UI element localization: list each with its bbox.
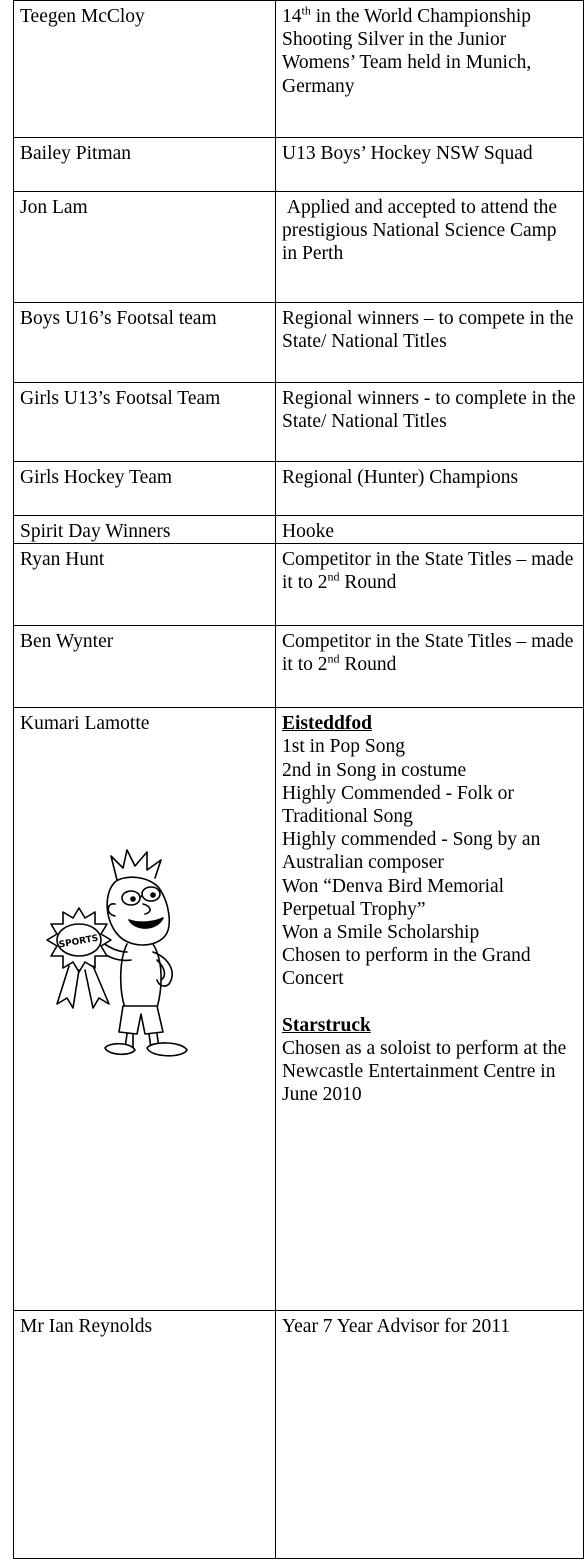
achievement-text: Regional winners – to compete in the State/ National Titles: [276, 303, 584, 383]
table-row: [14, 626, 584, 708]
section-heading-eisteddfod: Eisteddfod: [282, 713, 372, 735]
table-row: [14, 192, 584, 303]
achievement-text: Applied and accepted to attend the prestigious National Science Camp in Perth: [276, 192, 584, 303]
student-name: Ben Wynter: [14, 626, 276, 708]
list-item: Highly Commended - Folk or Traditional Song: [282, 782, 514, 828]
list-item: 2nd in Song in costume: [282, 759, 467, 781]
achievement-text: [276, 708, 584, 1311]
student-name: Jon Lam: [14, 192, 276, 303]
achievement-main: Competitor in the State Titles – made it to 2: [282, 631, 574, 676]
achievement-text: Hooke: [276, 516, 584, 544]
achievement-text: Regional winners - to complete in the State/ National Titles: [276, 383, 584, 462]
achievement-text: [276, 544, 584, 626]
achievement-number: 14: [282, 6, 302, 27]
achievement-main: Competitor in the State Titles – made it to 2: [282, 549, 574, 594]
table-row: [14, 1311, 584, 1559]
spacer: [282, 991, 576, 1014]
list-item: Chosen as a soloist to perform at the Newcastle Entertainment Centre in June 2010: [282, 1037, 567, 1106]
table-row: [14, 544, 584, 626]
ordinal-suffix: th: [301, 3, 311, 18]
table-row: [14, 303, 584, 383]
table-row: [14, 138, 584, 192]
achievement-text: U13 Boys’ Hockey NSW Squad: [276, 138, 584, 192]
student-cell: [14, 708, 276, 1311]
list-item: Won “Denva Bird Memorial Perpetual Trophy”: [282, 875, 505, 920]
section-heading-starstruck: Starstruck: [282, 1014, 371, 1036]
achievement-text: Regional (Hunter) Champions: [276, 462, 584, 516]
table-row: [14, 516, 584, 544]
table-row: [14, 383, 584, 462]
table-row: [14, 708, 584, 1311]
awards-table: [13, 0, 584, 1559]
achievement-text: [276, 1, 584, 138]
achievement-tail: Round: [339, 654, 397, 676]
badge-text: SPORTS: [58, 934, 100, 951]
achievement-rest: in the World Championship Shooting Silver in the Junior Womens’ Team held in Munich, Germany: [282, 6, 532, 97]
team-name: Girls U13’s Footsal Team: [14, 383, 276, 462]
team-name: Boys U16’s Footsal team: [14, 303, 276, 383]
ordinal-suffix: nd: [327, 569, 340, 584]
sports-mascot-clipart: [19, 848, 219, 1063]
table-row: [14, 462, 584, 516]
list-item: 1st in Pop Song: [282, 736, 405, 758]
list-item: Chosen to perform in the Grand Concert: [282, 945, 531, 990]
student-name: Bailey Pitman: [14, 138, 276, 192]
table-row: [14, 1, 584, 138]
achievement-text: Year 7 Year Advisor for 2011: [276, 1311, 584, 1559]
team-name: Spirit Day Winners: [14, 516, 276, 544]
ordinal-suffix: nd: [327, 651, 340, 666]
achievement-tail: Round: [339, 572, 397, 594]
staff-name: Mr Ian Reynolds: [14, 1311, 276, 1559]
achievement-text: [276, 626, 584, 708]
list-item: Won a Smile Scholarship: [282, 922, 480, 944]
student-name: Ryan Hunt: [14, 544, 276, 626]
student-name: Teegen McCloy: [14, 1, 276, 138]
list-item: Highly commended - Song by an Australian composer: [282, 829, 541, 874]
student-name: Kumari Lamotte: [20, 713, 150, 735]
team-name: Girls Hockey Team: [14, 462, 276, 516]
